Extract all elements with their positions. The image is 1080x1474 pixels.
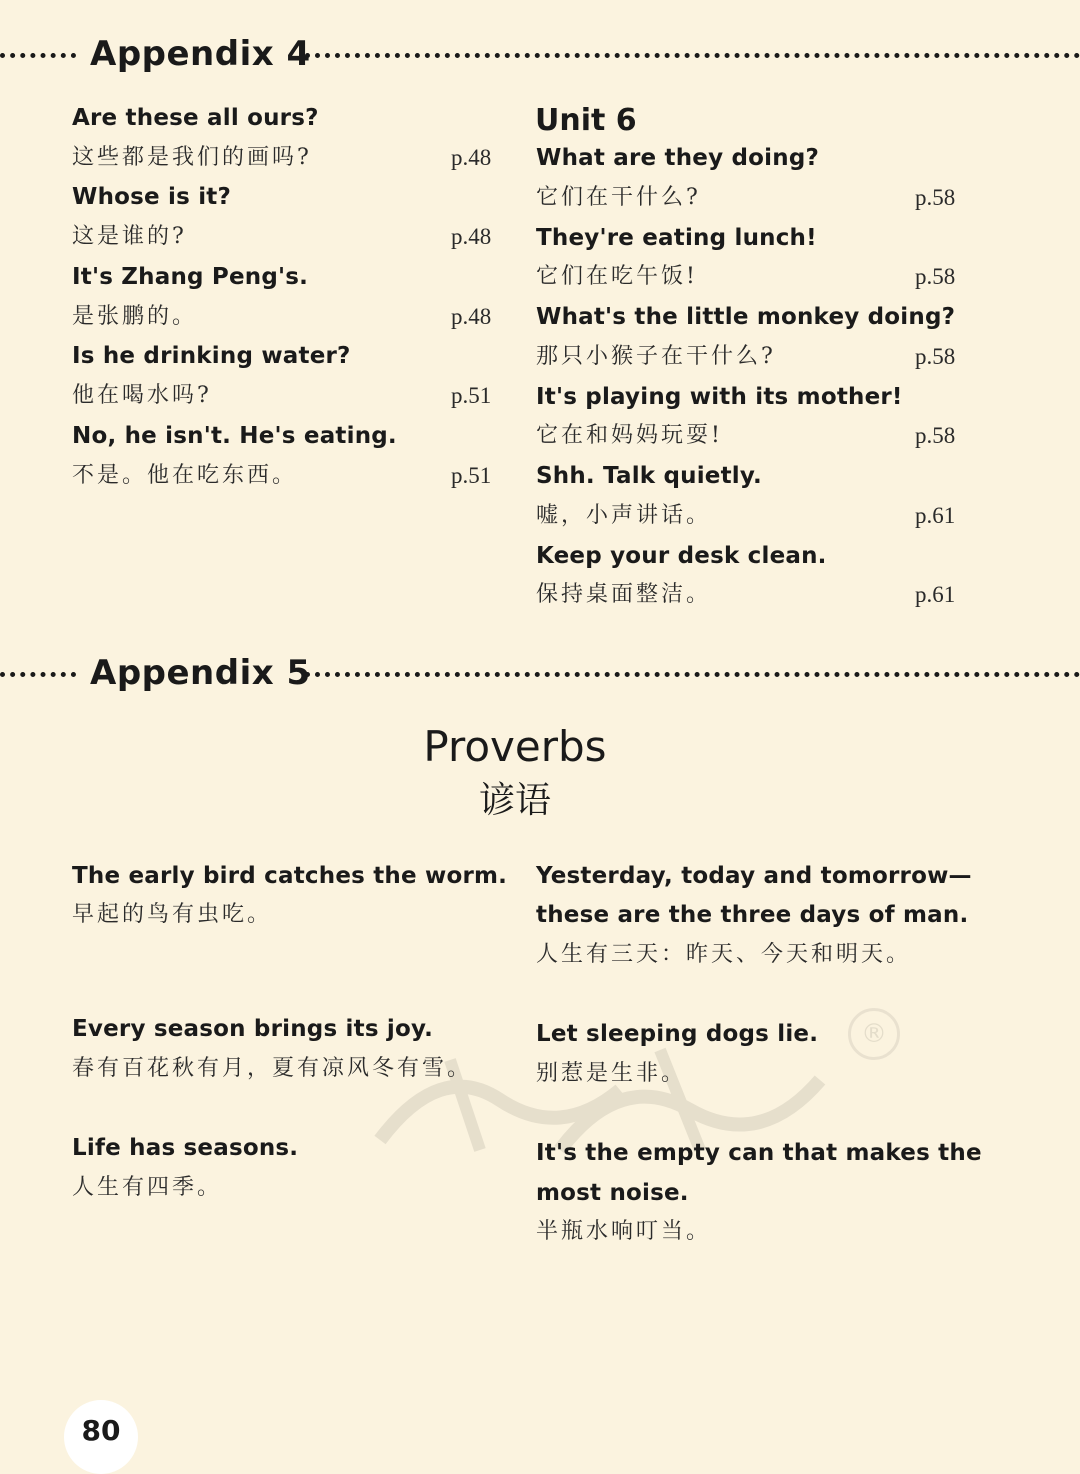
- proverb-en: Let sleeping dogs lie.: [536, 1021, 819, 1047]
- proverb-zh: 半瓶水响叮当。: [536, 1219, 712, 1244]
- page-ref: p.51: [451, 463, 492, 488]
- page-number-badge: [64, 1400, 138, 1474]
- phrase-en: No, he isn't. He's eating.: [72, 423, 397, 449]
- phrase-en: Are these all ours?: [72, 105, 319, 131]
- proverb-en: Every season brings its joy.: [72, 1016, 434, 1042]
- phrase-zh: 嘘，小声讲话。: [536, 503, 712, 528]
- page-ref: p.58: [915, 423, 956, 448]
- proverbs-subtitle: 谚语: [478, 780, 551, 821]
- proverb-zh: 人生有四季。: [72, 1175, 223, 1200]
- page-ref: p.58: [915, 264, 956, 289]
- appendix-5-heading: [0, 651, 1080, 701]
- proverb-zh: 人生有三天：昨天、今天和明天。: [536, 942, 912, 967]
- dotted-rule-left: [0, 53, 76, 58]
- phrase-en: Whose is it?: [72, 184, 232, 210]
- phrase-en: It's playing with its mother!: [536, 384, 903, 410]
- page-ref: p.58: [915, 185, 956, 210]
- proverb-zh: 别惹是生非。: [536, 1061, 687, 1086]
- appendix-4-title: Appendix 4: [90, 34, 311, 74]
- phrase-zh: 这些都是我们的画吗?: [72, 145, 312, 170]
- phrase-en: They're eating lunch!: [536, 225, 817, 251]
- phrase-en: Shh. Talk quietly.: [536, 463, 762, 489]
- proverb-en: The early bird catches the worm.: [72, 863, 508, 889]
- proverb-zh: 早起的鸟有虫吃。: [72, 902, 273, 927]
- page-ref: p.51: [451, 383, 492, 408]
- page-number: 80: [81, 1414, 121, 1447]
- phrase-en: It's Zhang Peng's.: [72, 264, 309, 290]
- phrase-en: What are they doing?: [536, 145, 820, 171]
- phrase-en: Is he drinking water?: [72, 343, 351, 369]
- dotted-rule-right: [305, 672, 1080, 677]
- appendix-5-title: Appendix 5: [90, 653, 311, 693]
- phrase-zh: 它们在干什么?: [536, 185, 701, 210]
- page-ref: p.61: [915, 582, 956, 607]
- page-ref: p.61: [915, 503, 956, 528]
- phrase-en: Keep your desk clean.: [536, 543, 827, 569]
- proverb-en: these are the three days of man.: [536, 902, 969, 928]
- page-ref: p.48: [451, 145, 492, 170]
- page-ref: p.48: [451, 224, 492, 249]
- proverb-en: It's the empty can that makes the: [536, 1140, 982, 1166]
- dotted-rule-right: [305, 53, 1080, 58]
- phrase-zh: 它在和妈妈玩耍!: [536, 423, 723, 448]
- page-ref: p.48: [451, 304, 492, 329]
- phrase-en: What's the little monkey doing?: [536, 304, 956, 330]
- phrase-zh: 是张鹏的。: [72, 304, 198, 329]
- proverb-en: most noise.: [536, 1180, 689, 1206]
- proverb-en: Life has seasons.: [72, 1135, 299, 1161]
- unit-title: Unit 6: [535, 103, 637, 138]
- phrase-zh: 不是。他在吃东西。: [72, 463, 298, 488]
- phrase-zh: 那只小猴子在干什么?: [536, 344, 776, 369]
- phrase-zh: 这是谁的?: [72, 224, 187, 249]
- phrase-zh: 它们在吃午饭!: [536, 264, 698, 289]
- registered-mark-icon: ®: [848, 1008, 900, 1060]
- proverb-en: Yesterday, today and tomorrow—: [536, 863, 972, 889]
- appendix-4-heading: [0, 32, 1080, 82]
- proverbs-title: Proverbs: [423, 722, 607, 771]
- phrase-zh: 保持桌面整洁。: [536, 582, 712, 607]
- proverb-zh: 春有百花秋有月，夏有凉风冬有雪。: [72, 1056, 473, 1081]
- phrase-zh: 他在喝水吗?: [72, 383, 212, 408]
- page-ref: p.58: [915, 344, 956, 369]
- dotted-rule-left: [0, 672, 76, 677]
